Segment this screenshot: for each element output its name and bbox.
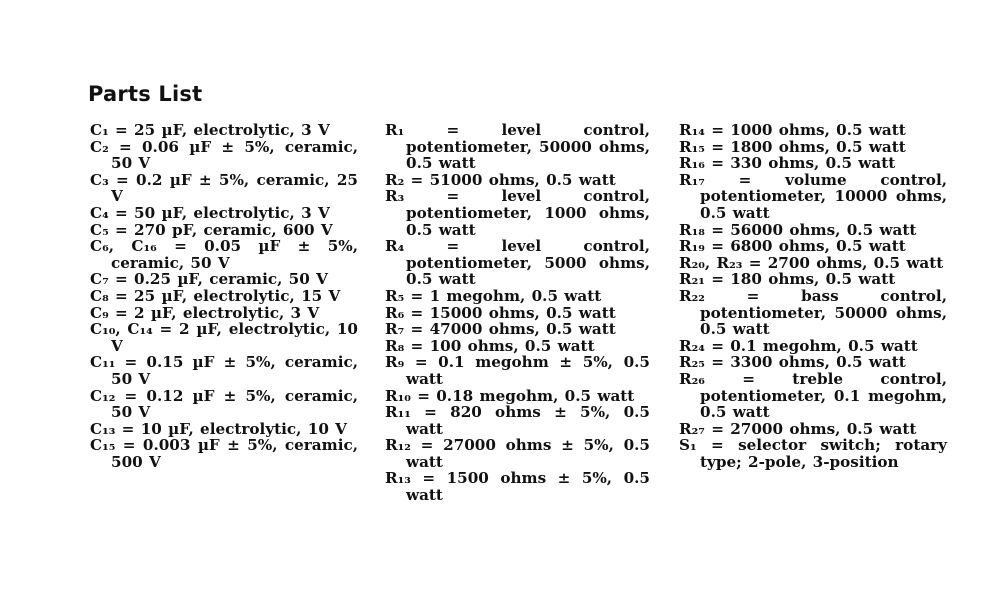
part-entry-r11: R₁₁ = 820 ohms ± 5%, 0.5 watt: [385, 403, 650, 438]
part-entry-r19: R₁₉ = 6800 ohms, 0.5 watt: [679, 237, 906, 256]
part-entry-r24: R₂₄ = 0.1 megohm, 0.5 watt: [679, 336, 918, 355]
part-entry-c15: C₁₅ = 0.003 µF ± 5%, ceramic, 500 V: [90, 436, 358, 471]
part-entry-r10: R₁₀ = 0.18 megohm, 0.5 watt: [385, 386, 635, 405]
part-entry-c3: C₃ = 0.2 µF ± 5%, ceramic, 25 V: [90, 170, 358, 206]
parts-column-resistors-1: [385, 122, 650, 504]
part-entry-r6: R₆ = 15000 ohms, 0.5 watt: [385, 303, 616, 322]
part-entry-r3: R₃ = level control, potentiometer, 1000 ohms, 0.5 watt: [385, 187, 650, 239]
part-entry-r22: R₂₂ = bass control, potentiometer, 50000 ohms, 0.5 watt: [679, 286, 947, 339]
part-entry-c12: C₁₂ = 0.12 µF ± 5%, ceramic, 50 V: [90, 386, 358, 422]
part-entry-r16: R₁₆ = 330 ohms, 0.5 watt: [679, 154, 896, 173]
part-entry-r18: R₁₈ = 56000 ohms, 0.5 watt: [679, 220, 917, 239]
part-entry-r25: R₂₅ = 3300 ohms, 0.5 watt: [679, 353, 906, 372]
parts-column-resistors-2: [679, 122, 947, 470]
part-entry-r2: R₂ = 51000 ohms, 0.5 watt: [385, 170, 616, 189]
part-entry-r9: R₉ = 0.1 megohm ± 5%, 0.5 watt: [385, 353, 650, 388]
part-entry-r5: R₅ = 1 megohm, 0.5 watt: [385, 286, 602, 305]
part-entry-c13: C₁₃ = 10 µF, electrolytic, 10 V: [90, 419, 347, 438]
part-entry-c5: C₅ = 270 pF, ceramic, 600 V: [90, 220, 333, 239]
part-entry-c8: C₈ = 25 µF, electrolytic, 15 V: [90, 286, 341, 305]
part-entry-r7: R₇ = 47000 ohms, 0.5 watt: [385, 320, 616, 339]
part-entry-c11: C₁₁ = 0.15 µF ± 5%, ceramic, 50 V: [90, 353, 358, 388]
part-entry-r27: R₂₇ = 27000 ohms, 0.5 watt: [679, 419, 917, 438]
parts-column-capacitors: [90, 122, 358, 470]
part-entry-r4: R₄ = level control, potentiometer, 5000 ohms, 0.5 watt: [385, 237, 650, 289]
part-entry-r21: R₂₁ = 180 ohms, 0.5 watt: [679, 270, 896, 289]
part-entry-r1: R₁ = level control, potentiometer, 50000 ohms, 0.5 watt: [385, 121, 650, 173]
part-entry-r20-r23: R₂₀, R₂₃ = 2700 ohms, 0.5 watt: [679, 253, 944, 272]
part-entry-r26: R₂₆ = treble control, potentiometer, 0.1 megohm, 0.5 watt: [679, 369, 947, 422]
part-entry-r15: R₁₅ = 1800 ohms, 0.5 watt: [679, 137, 906, 156]
part-entry-r13: R₁₃ = 1500 ohms ± 5%, 0.5 watt: [385, 469, 650, 505]
part-entry-c1: C₁ = 25 µF, electrolytic, 3 V: [90, 121, 330, 139]
part-entry-c7: C₇ = 0.25 µF, ceramic, 50 V: [90, 270, 328, 289]
part-entry-r17: R₁₇ = volume control, potentiometer, 10000 ohms, 0.5 watt: [679, 170, 947, 222]
part-entry-r14: R₁₄ = 1000 ohms, 0.5 watt: [679, 121, 906, 139]
part-entry-c6-c16: C₆, C₁₆ = 0.05 µF ± 5%, ceramic, 50 V: [90, 237, 358, 272]
part-entry-c2: C₂ = 0.06 µF ± 5%, ceramic, 50 V: [90, 137, 358, 173]
part-entry-r12: R₁₂ = 27000 ohms ± 5%, 0.5 watt: [385, 436, 650, 471]
part-entry-s1: S₁ = selector switch; rotary type; 2-pole, 3-position: [679, 436, 947, 471]
part-entry-c9: C₉ = 2 µF, electrolytic, 3 V: [90, 303, 320, 322]
part-entry-c4: C₄ = 50 µF, electrolytic, 3 V: [90, 203, 330, 222]
part-entry-r8: R₈ = 100 ohms, 0.5 watt: [385, 336, 595, 355]
part-entry-c10-c14: C₁₀, C₁₄ = 2 µF, electrolytic, 10 V: [90, 320, 358, 355]
page-title: Parts List: [88, 82, 203, 106]
